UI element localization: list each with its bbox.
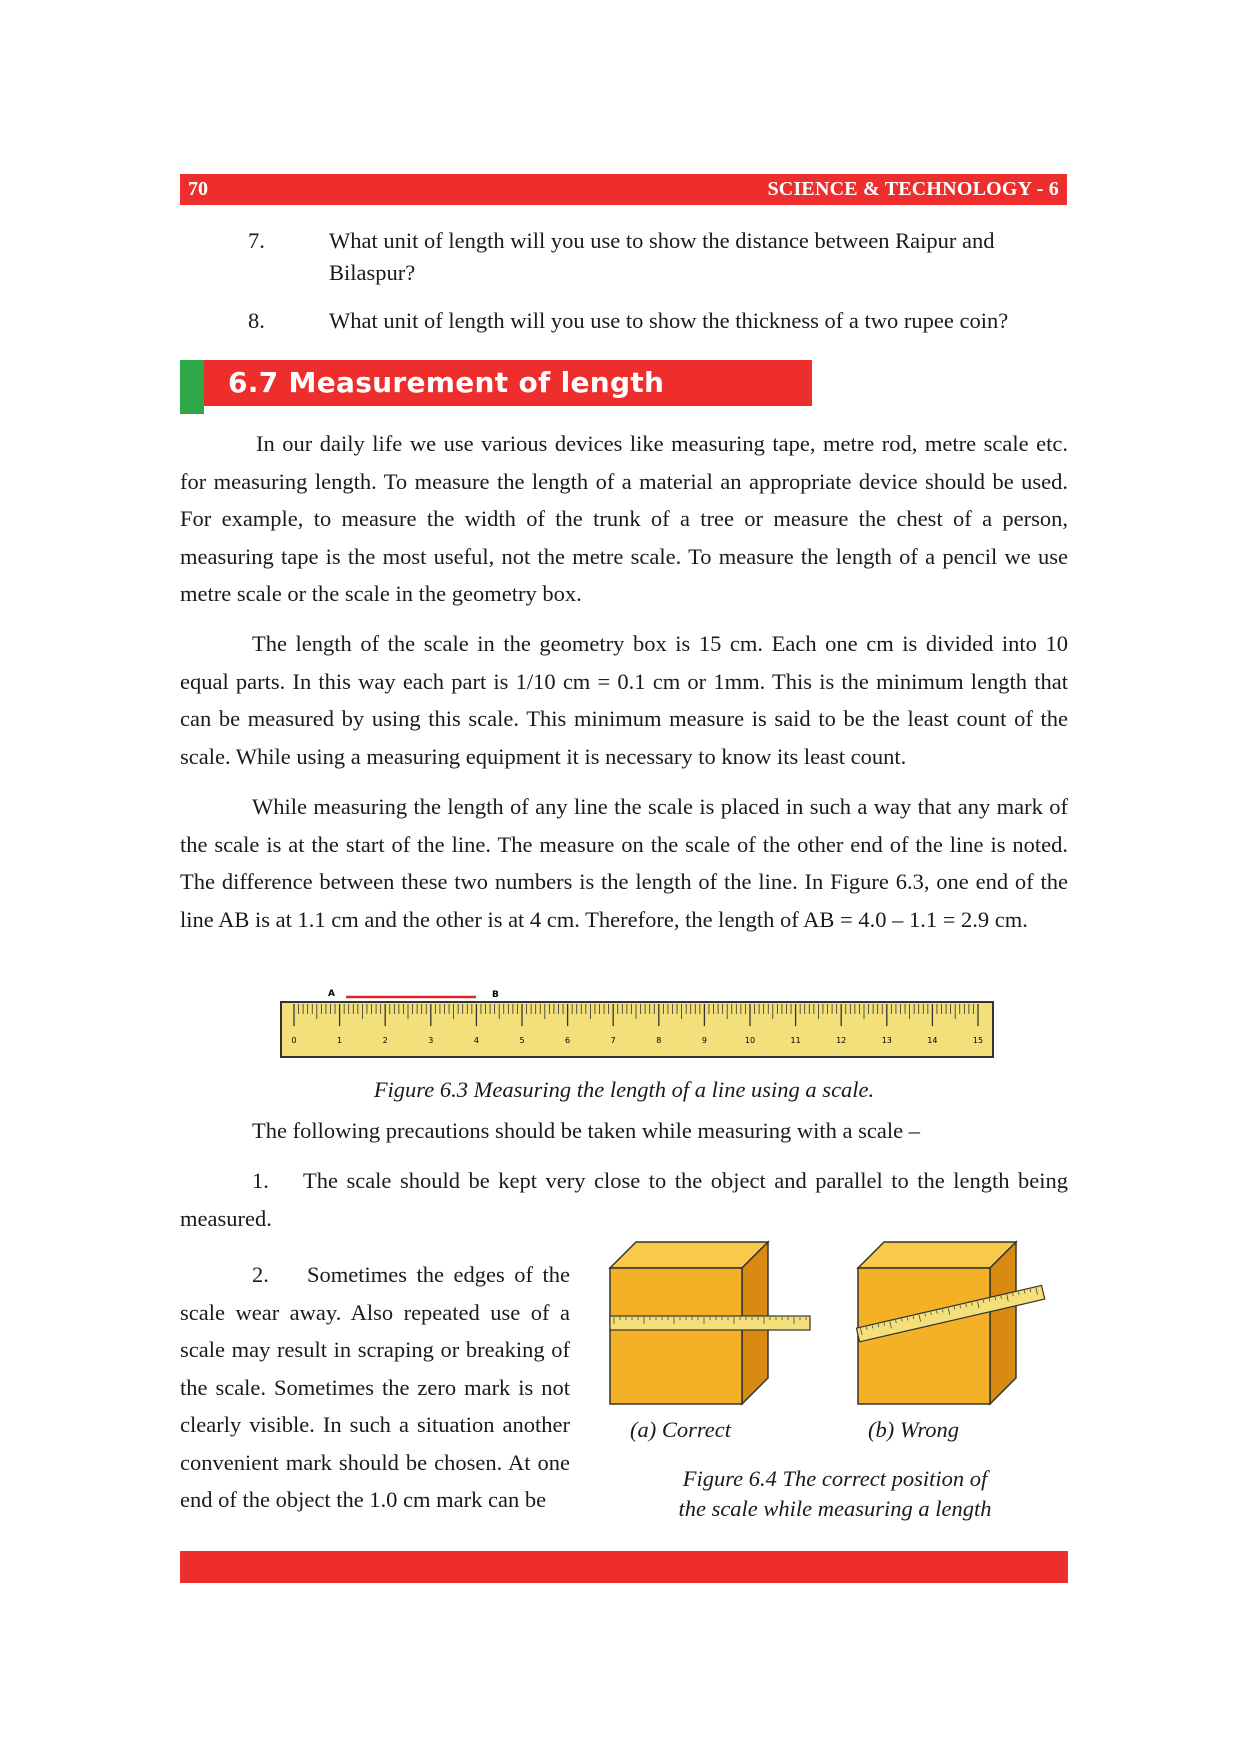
paragraph-1 — [180, 425, 1068, 613]
ruler-tick-label: 7 — [610, 1036, 616, 1045]
section-heading — [180, 360, 812, 406]
section-heading-accent — [180, 360, 204, 414]
page-header-bar — [180, 174, 1067, 205]
precautions-intro: The following precautions should be taken while measuring with a scale – — [252, 1118, 920, 1143]
ruler-tick-label: 15 — [972, 1036, 984, 1045]
ruler-tick-label: 10 — [744, 1036, 756, 1045]
page-number: 70 — [188, 178, 208, 200]
paragraph-2 — [180, 625, 1068, 775]
figure-6-4-caption-line-2: the scale while measuring a length — [678, 1496, 992, 1521]
figure-6-4-label-a: (a) Correct — [630, 1417, 732, 1442]
figure-6-3-caption: Figure 6.3 Measuring the length of a line using a scale. — [373, 1077, 875, 1102]
ruler-tick-label: 9 — [701, 1036, 707, 1045]
paragraph-2-text: The length of the scale in the geometry box is 15 cm. Each one cm is divided into 10 equal parts. In this way each part is 1/10 cm = 0.1 cm or 1mm. This is the minimum length that can be measured by using this scale. This minimum measure is said to be the least count of the scale. While using a measuring equipment it is necessary to know its least count. — [180, 631, 1068, 769]
ruler-tick-label: 14 — [927, 1036, 938, 1045]
figure-6-4-caption — [610, 1464, 1060, 1524]
block-correct — [610, 1242, 810, 1404]
block-wrong — [856, 1242, 1044, 1404]
question-number: 7. — [248, 228, 265, 253]
precaution-1-number: 1. — [252, 1168, 269, 1193]
ruler-tick-label: 11 — [790, 1036, 801, 1045]
point-a-label: A — [328, 989, 335, 999]
section-title: 6.7 Measurement of length — [228, 366, 665, 399]
point-b-label: B — [492, 990, 499, 1000]
precaution-1-text: The scale should be kept very close to the object and parallel to the length being measured. — [180, 1168, 1068, 1231]
ruler-tick-label: 13 — [881, 1036, 892, 1045]
figure-6-4-illustration — [606, 1240, 1066, 1410]
ruler-tick-label: 5 — [519, 1036, 525, 1045]
ruler-tick-label: 3 — [428, 1036, 434, 1045]
figure-6-4-caption-line-1: Figure 6.4 The correct position of — [682, 1466, 988, 1491]
question-number: 8. — [248, 308, 265, 333]
paragraph-1-text: In our daily life we use various devices like measuring tape, metre rod, metre scale etc. for measuring length. To measure the length of a material an appropriate device should be used. For example, to measure the width of the trunk of a tree or measure the chest of a person, measuring tape is the most useful, not the metre scale. To measure the length of a pencil we use metre scale or the scale in the geometry box. — [180, 431, 1068, 606]
figure-6-3-ruler — [278, 985, 998, 1060]
ruler-tick-label: 8 — [656, 1036, 662, 1045]
ruler-tick-label: 1 — [337, 1036, 343, 1045]
precaution-2-number: 2. — [252, 1262, 269, 1287]
page-footer-bar — [180, 1551, 1068, 1583]
question-text: What unit of length will you use to show the thickness of a two rupee coin? — [329, 308, 1009, 333]
paragraph-3-text: While measuring the length of any line the scale is placed in such a way that any mark of the scale is at the start of the line. The measure on the scale of the other end of the line is noted. The difference between these two numbers is the length of the line. In Figure 6.3, one end of the line AB is at 1.1 cm and the other is at 4 cm. Therefore, the length of AB = 4.0 – 1.1 = 2.9 cm. — [180, 794, 1068, 932]
precaution-2-text: Sometimes the edges of the scale wear away. Also repeated use of a scale may result in scraping or breaking of the scale. Sometimes the zero mark is not clearly visible. In such a situation another convenient mark should be chosen. At one end of the object the 1.0 cm mark can be — [180, 1262, 570, 1512]
precaution-1 — [180, 1162, 1068, 1237]
ruler-tick-label: 2 — [382, 1036, 388, 1045]
paragraph-3 — [180, 788, 1068, 938]
ruler-illustration — [278, 985, 998, 1060]
ruler-tick-label: 4 — [473, 1036, 479, 1045]
ruler-tick-label: 6 — [565, 1036, 571, 1045]
ruler-tick-label: 0 — [291, 1036, 297, 1045]
ruler-tick-label: 12 — [836, 1036, 847, 1045]
question-text: What unit of length will you use to show the distance between Raipur and Bilaspur? — [329, 228, 995, 285]
precaution-2 — [180, 1256, 570, 1519]
blocks-svg — [606, 1240, 1066, 1410]
book-title: SCIENCE & TECHNOLOGY - 6 — [767, 178, 1059, 200]
figure-6-4-label-b: (b) Wrong — [868, 1417, 960, 1442]
